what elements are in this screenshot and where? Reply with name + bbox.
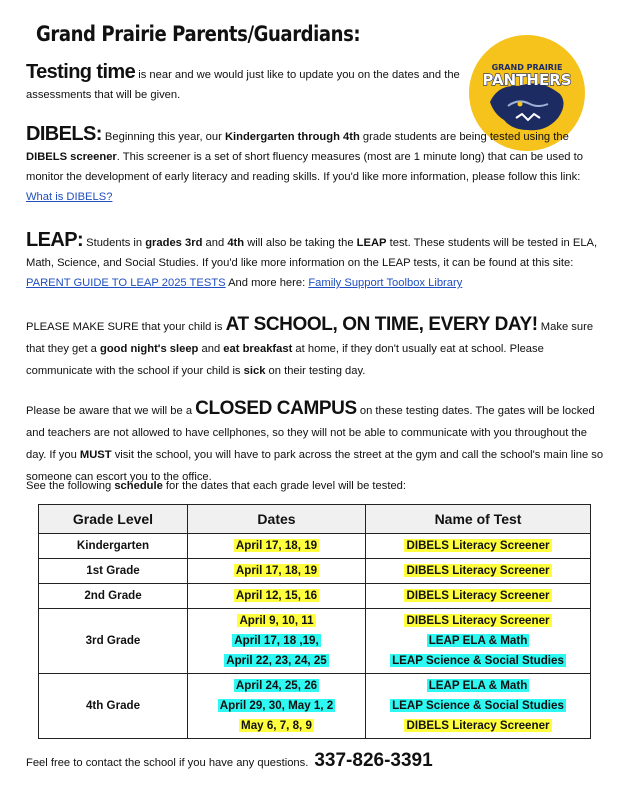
test-name: LEAP Science & Social Studies	[392, 699, 564, 712]
attend-text-5: on their testing day.	[265, 365, 366, 377]
footer-contact	[26, 750, 433, 772]
test-date: May 6, 7, 8, 9	[241, 719, 312, 732]
leap-paragraph	[26, 230, 606, 293]
table-row	[39, 609, 591, 674]
closed-campus-paragraph	[26, 398, 606, 488]
family-toolbox-link[interactable]: Family Support Toolbox Library	[308, 277, 463, 289]
table-row	[39, 534, 591, 559]
schedule-intro-text-1: See the following	[26, 480, 115, 492]
test-name-cell	[366, 584, 591, 609]
dibels-paragraph	[26, 124, 606, 207]
dates-cell	[188, 559, 366, 584]
attend-bold-2: eat breakfast	[223, 343, 293, 355]
attend-text-2: Make sure that they get a	[26, 321, 594, 355]
dibels-text-3: . This screener is a set of short fluency measures (most are 1 minute long) that can be used to monitor the development of early literacy and reading skills. If you'd like more information, please follow this link:	[26, 151, 583, 183]
leap-text-1: Students in	[83, 237, 146, 249]
page-title: Grand Prairie Parents/Guardians:	[36, 22, 361, 46]
table-row	[39, 674, 591, 739]
campus-text-3: visit the school, you will have to park across the street at the gym and call the school's main line so someone can escort you to the office.	[26, 449, 604, 483]
header-dates: Dates	[188, 505, 366, 534]
dibels-text-2: grade students are being tested using the	[359, 131, 569, 143]
schedule-intro	[26, 476, 606, 496]
test-name-cell	[366, 534, 591, 559]
test-name: LEAP ELA & Math	[428, 634, 528, 647]
test-name: DIBELS Literacy Screener	[406, 564, 550, 577]
schedule-table	[38, 504, 591, 739]
grade-cell: 3rd Grade	[39, 609, 188, 674]
attend-text-1: PLEASE MAKE SURE that your child is	[26, 321, 226, 333]
attend-bold-3: sick	[243, 365, 266, 377]
grade-cell: 1st Grade	[39, 559, 188, 584]
table-row	[39, 559, 591, 584]
test-name-cell	[366, 609, 591, 674]
test-date: April 17, 18, 19	[235, 564, 318, 577]
dates-cell	[188, 609, 366, 674]
test-name-cell	[366, 559, 591, 584]
test-date: April 24, 25, 26	[235, 679, 318, 692]
test-date: April 12, 15, 16	[235, 589, 318, 602]
dibels-text-1: Beginning this year, our	[101, 131, 225, 143]
header-grade-level: Grade Level	[39, 505, 188, 534]
school-phone-number: 337-826-3391	[314, 750, 433, 771]
test-name: DIBELS Literacy Screener	[406, 539, 550, 552]
test-name: LEAP Science & Social Studies	[392, 654, 564, 667]
schedule-intro-bold: schedule	[114, 480, 163, 492]
campus-text-1: Please be aware that we will be a	[26, 405, 196, 417]
leap-text-2: and	[202, 237, 228, 249]
intro-lead: Testing time	[26, 61, 136, 83]
test-name: LEAP ELA & Math	[428, 679, 528, 692]
dibels-lead: DIBELS:	[26, 123, 102, 145]
attendance-paragraph	[26, 314, 606, 382]
dates-cell	[188, 584, 366, 609]
test-date: April 29, 30, May 1, 2	[219, 699, 334, 712]
campus-bold-1: MUST	[79, 449, 112, 461]
schedule-intro-text-2: for the dates that each grade level will be tested:	[162, 480, 406, 492]
header-name-of-test: Name of Test	[366, 505, 591, 534]
table-row	[39, 584, 591, 609]
test-name: DIBELS Literacy Screener	[406, 589, 550, 602]
grade-cell: 2nd Grade	[39, 584, 188, 609]
dates-cell	[188, 674, 366, 739]
dibels-bold-2: DIBELS screener	[26, 151, 117, 163]
leap-parent-guide-link[interactable]: PARENT GUIDE TO LEAP 2025 TESTS	[26, 277, 226, 289]
grade-cell: 4th Grade	[39, 674, 188, 739]
attend-text-3: and	[198, 343, 224, 355]
test-name: DIBELS Literacy Screener	[406, 719, 550, 732]
leap-bold-1: grades 3rd	[145, 237, 203, 249]
leap-bold-2: 4th	[227, 237, 245, 249]
test-date: April 17, 18 ,19,	[234, 634, 319, 647]
test-name-cell	[366, 674, 591, 739]
dates-cell	[188, 534, 366, 559]
footer-text: Feel free to contact the school if you have any questions.	[26, 757, 309, 769]
leap-text-5: And more here:	[225, 277, 309, 289]
logo-top-text: GRAND PRAIRIE	[491, 63, 563, 72]
logo-main-text: PANTHERS	[482, 71, 572, 89]
attend-text-4: at home, if they don't usually eat at school. Please communicate with the school if your child is	[26, 343, 544, 377]
test-date: April 22, 23, 24, 25	[226, 654, 327, 667]
dibels-info-link[interactable]: What is DIBELS?	[26, 191, 113, 203]
grade-cell: Kindergarten	[39, 534, 188, 559]
test-date: April 17, 18, 19	[235, 539, 318, 552]
leap-text-3: will also be taking the	[244, 237, 357, 249]
leap-bold-3: LEAP	[356, 237, 387, 249]
intro-text: is near and we would just like to update you on the dates and the assessments that will be given.	[26, 69, 460, 101]
table-header-row	[39, 505, 591, 534]
test-name: DIBELS Literacy Screener	[406, 614, 550, 627]
dibels-bold-1: Kindergarten through 4th	[224, 131, 360, 143]
leap-lead: LEAP:	[26, 229, 84, 251]
test-date: April 9, 10, 11	[239, 614, 314, 627]
intro-paragraph	[26, 62, 466, 105]
campus-emphasis: CLOSED CAMPUS	[195, 398, 357, 419]
attend-bold-1: good night's sleep	[100, 343, 199, 355]
attend-emphasis: AT SCHOOL, ON TIME, EVERY DAY!	[225, 314, 538, 335]
leap-text-4: test. These students will be tested in ELA, Math, Science, and Social Studies. If you'd like more information on the LEAP tests, it can be found at this site:	[26, 237, 598, 269]
campus-text-2: on these testing dates. The gates will be locked and teachers are not allowed to have cellphones, so they will not be able to communicate with you throughout the day. If you	[26, 405, 595, 461]
